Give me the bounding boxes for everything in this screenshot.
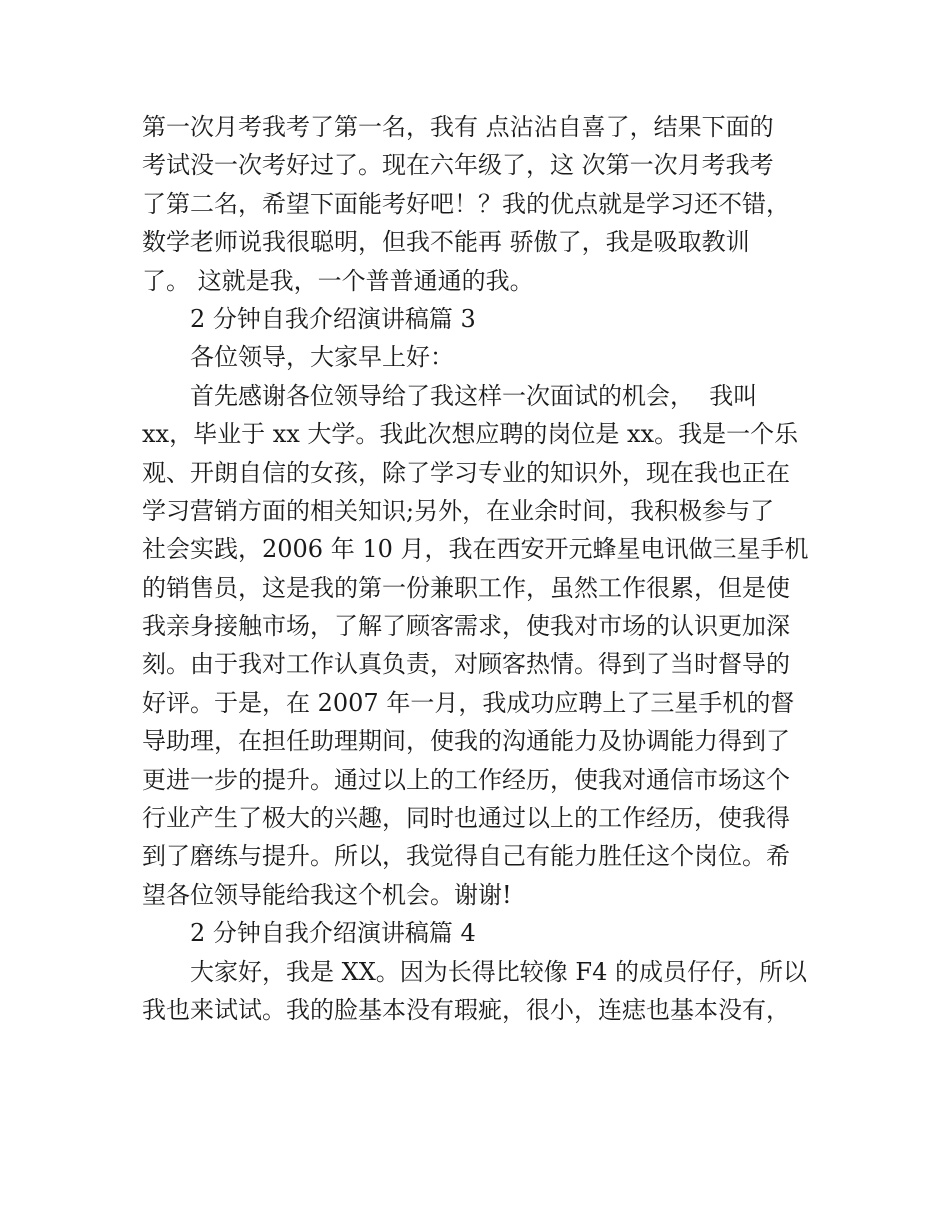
- text-line: 行业产生了极大的兴趣，同时也通过以上的工作经历，使我得: [142, 804, 790, 833]
- text-line: 我亲身接触市场，了解了顾客需求，使我对市场的认识更加深: [142, 612, 790, 641]
- text-line: 导助理，在担任助理期间，使我的沟通能力及协调能力得到了: [142, 727, 790, 756]
- text-line: 社会实践，2006 年 10 月，我在西安开元蜂星电讯做三星手机: [142, 535, 809, 564]
- text-line: 我也来试试。我的脸基本没有瑕疵，很小，连痣也基本没有，: [142, 995, 790, 1024]
- text-line: 考试没一次考好过了。现在六年级了，这 次第一次月考我考: [142, 151, 774, 180]
- text-line: xx，毕业于 xx 大学。我此次想应聘的岗位是 xx。我是一个乐: [142, 420, 799, 449]
- text-line: 大家好，我是 XX。因为长得比较像 F4 的成员仔仔，所以: [190, 957, 807, 986]
- text-line: 了。 这就是我，一个普普通通的我。: [142, 266, 534, 295]
- text-line: 2 分钟自我介绍演讲稿篇 3: [190, 304, 476, 333]
- text-line: 第一次月考我考了第一名，我有 点沾沾自喜了，结果下面的: [142, 113, 774, 141]
- text-line: 观、开朗自信的女孩，除了学习专业的知识外，现在我也正在: [142, 458, 790, 487]
- text-line: 望各位领导能给我这个机会。谢谢!: [142, 880, 512, 909]
- text-line: 首先感谢各位领导给了我这样一次面试的机会， 我叫: [190, 381, 758, 410]
- text-line: 了第二名，希望下面能考好吧！？我的优点就是学习还不错，: [142, 189, 790, 218]
- text-line: 到了磨练与提升。所以，我觉得自己有能力胜任这个岗位。希: [142, 842, 790, 871]
- text-line: 好评。于是，在 2007 年一月，我成功应聘上了三星手机的督: [142, 688, 795, 717]
- text-line: 学习营销方面的相关知识;另外，在业余时间，我积极参与了: [142, 496, 775, 525]
- document-body: [142, 108, 822, 1029]
- text-line: 2 分钟自我介绍演讲稿篇 4: [190, 919, 476, 948]
- text-line: 刻。由于我对工作认真负责，对顾客热情。得到了当时督导的: [142, 650, 790, 679]
- text-line: 各位领导，大家早上好：: [190, 343, 454, 372]
- text-line: 更进一步的提升。通过以上的工作经历，使我对通信市场这个: [142, 765, 790, 794]
- text-line: 数学老师说我很聪明，但我不能再 骄傲了，我是吸取教训: [142, 228, 750, 257]
- text-line: 的销售员，这是我的第一份兼职工作，虽然工作很累，但是使: [142, 573, 790, 602]
